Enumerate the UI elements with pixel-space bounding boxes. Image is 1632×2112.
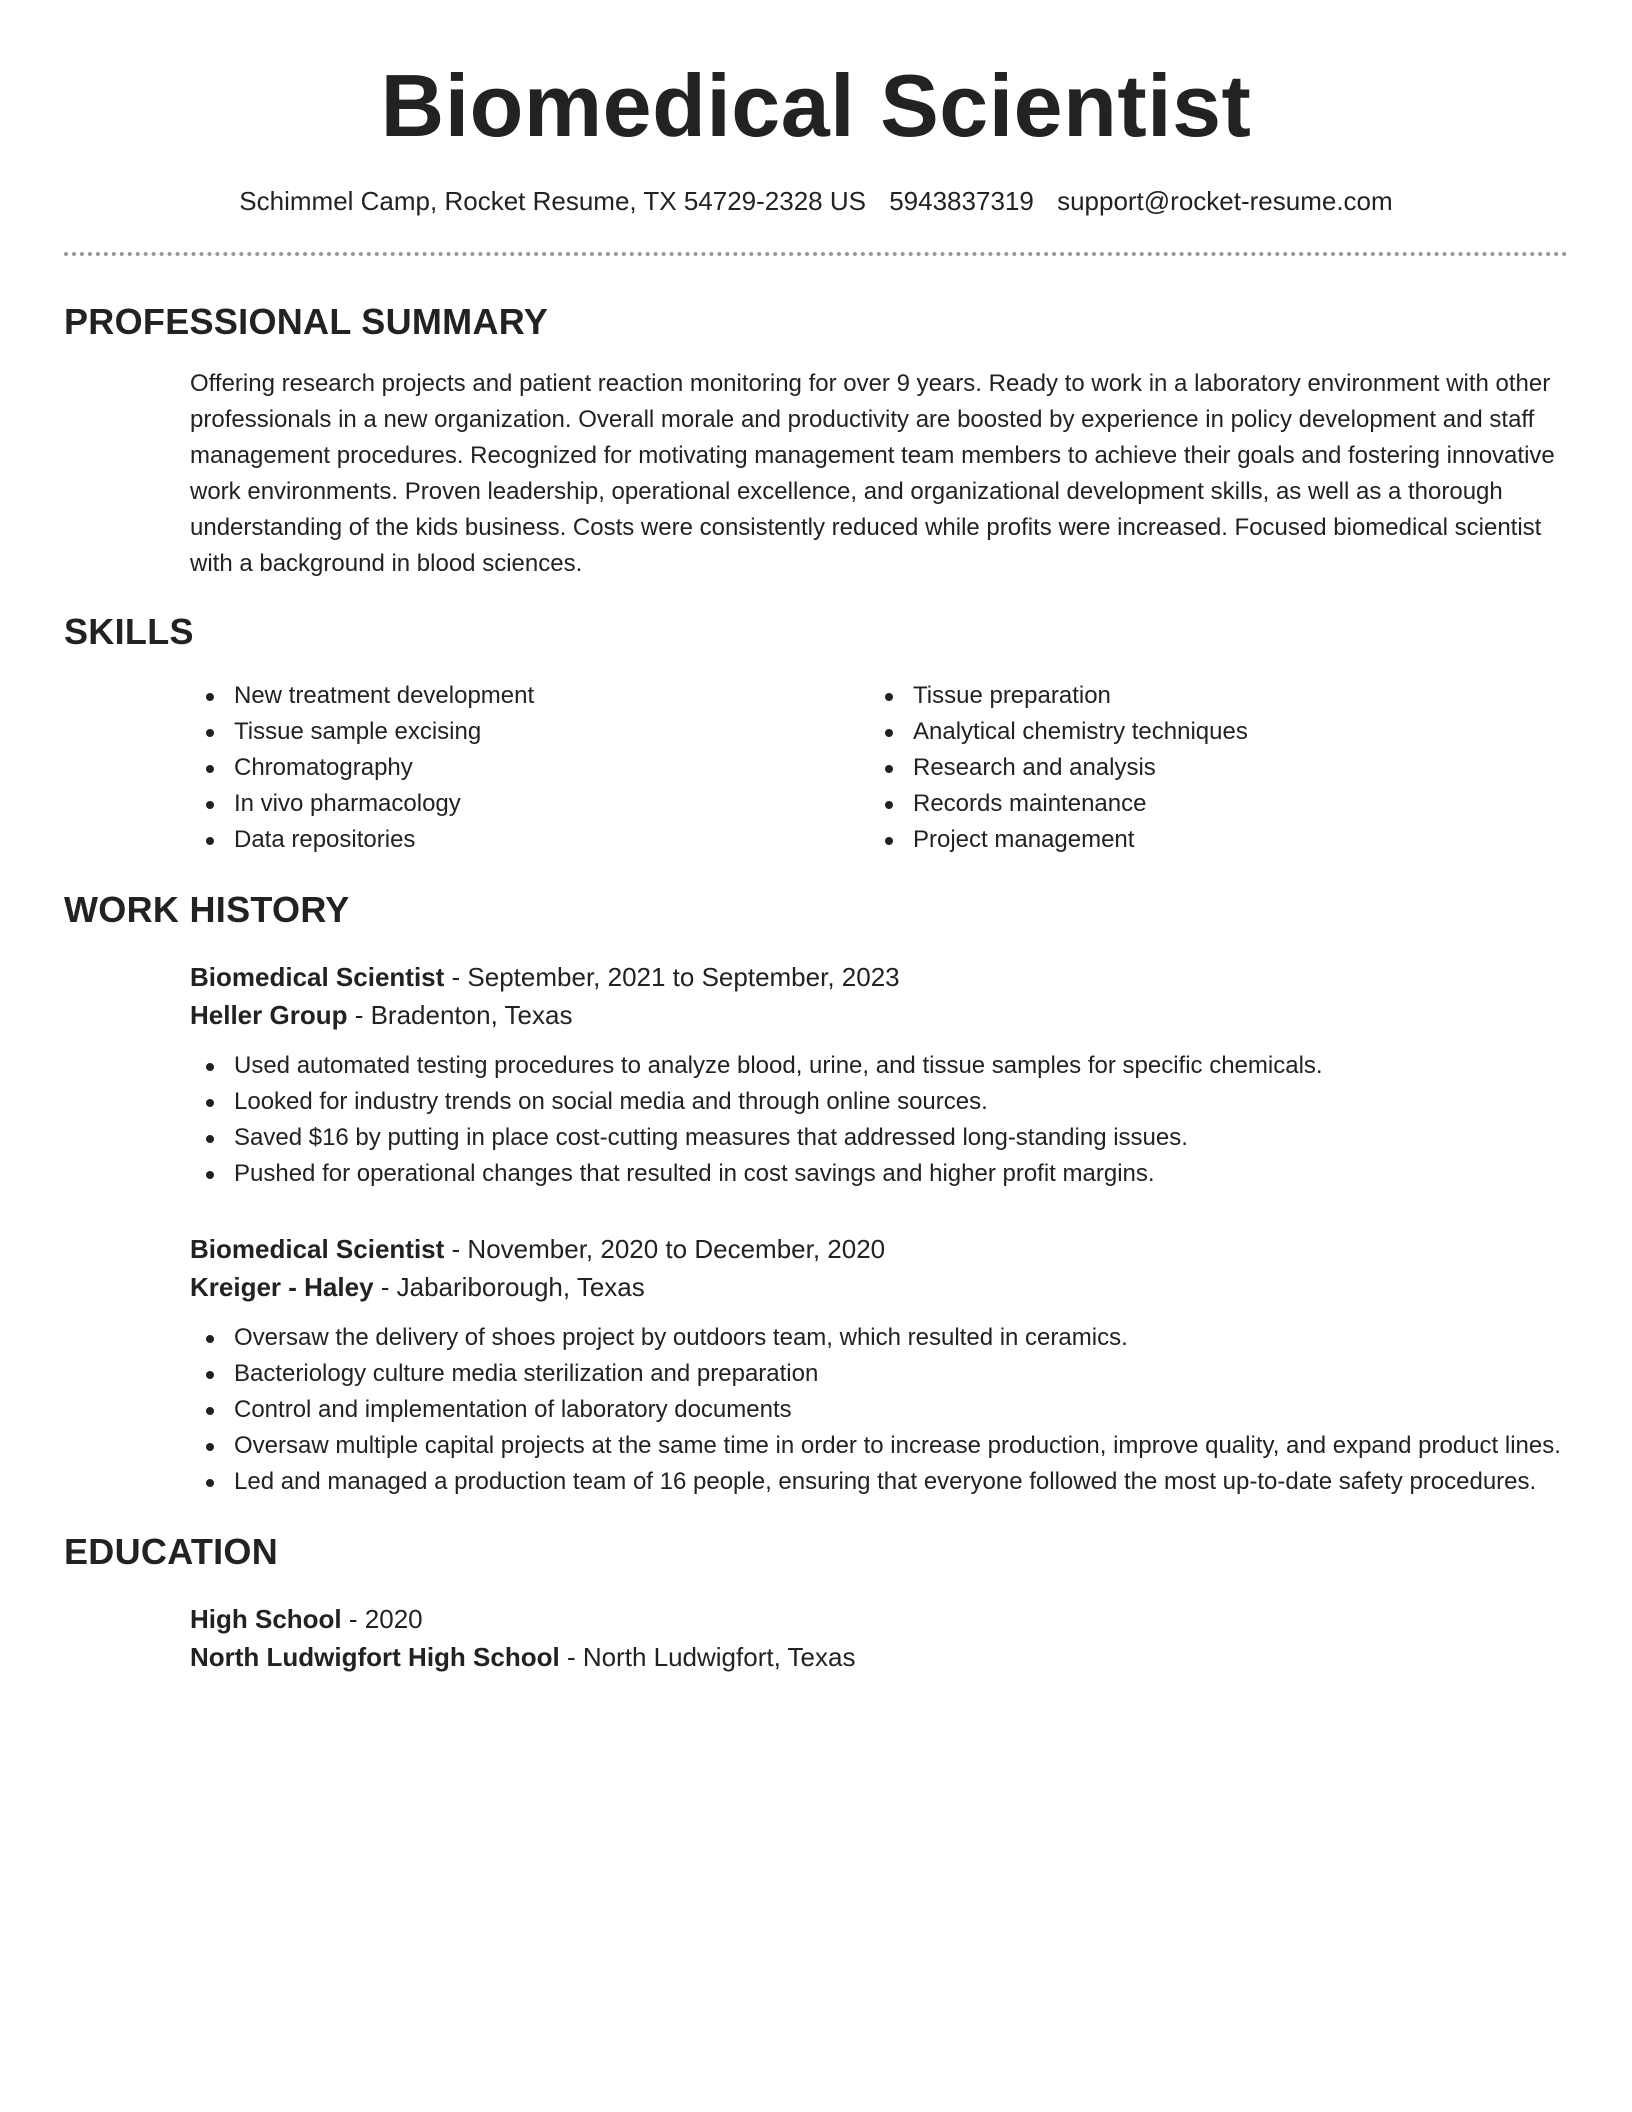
- skill-item: Data repositories: [234, 822, 869, 858]
- job-location: - Bradenton, Texas: [347, 1000, 573, 1030]
- skills-section: [64, 610, 1568, 858]
- job-company: Kreiger - Haley: [190, 1272, 374, 1302]
- summary-heading: PROFESSIONAL SUMMARY: [64, 301, 549, 342]
- summary-text: Offering research projects and patient reaction monitoring for over 9 years. Ready to work in a laboratory environment with other professionals in a new organization. Overall morale and productivity are boosted by experience in policy development and staff management procedures. Recognized for motivating management team members to achieve their goals and fostering innovative work environments. Proven leadership, operational excellence, and organizational development skills, as well as a thorough understanding of the kids business. Costs were consistently reduced while profits were increased. Focused biomedical scientist with a background in blood sciences.: [190, 370, 1555, 577]
- education-school-line: [190, 1638, 1568, 1676]
- job-company: Heller Group: [190, 1000, 348, 1030]
- work-heading: WORK HISTORY: [64, 889, 350, 930]
- job-bullet: Looked for industry trends on social media and through online sources.: [234, 1084, 1568, 1120]
- education-section: [64, 1530, 1568, 1676]
- skill-item: Records maintenance: [913, 786, 1568, 822]
- job-bullets: [190, 1048, 1568, 1192]
- job-bullet: Bacteriology culture media sterilization and preparation: [234, 1356, 1568, 1392]
- education-school: North Ludwigfort High School: [190, 1642, 560, 1672]
- contact-phone: 5943837319: [889, 186, 1034, 216]
- contact-line: [64, 184, 1568, 218]
- resume-name: Biomedical Scientist: [380, 56, 1252, 155]
- skill-item: Tissue preparation: [913, 678, 1568, 714]
- job-company-line: [190, 1268, 1568, 1306]
- job-bullet: Pushed for operational changes that resulted in cost savings and higher profit margins.: [234, 1156, 1568, 1192]
- skills-heading: SKILLS: [64, 611, 194, 652]
- job-role: Biomedical Scientist: [190, 962, 445, 992]
- job-title-line: [190, 1230, 1568, 1268]
- skill-item: In vivo pharmacology: [234, 786, 869, 822]
- job-dates: - September, 2021 to September, 2023: [444, 962, 900, 992]
- job-title-line: [190, 958, 1568, 996]
- skills-list-left: [190, 678, 869, 858]
- job-entry: [190, 1230, 1568, 1500]
- header-divider: [64, 252, 1568, 256]
- education-heading: EDUCATION: [64, 1531, 279, 1572]
- education-year: - 2020: [341, 1604, 423, 1634]
- job-bullet: Used automated testing procedures to analyze blood, urine, and tissue samples for specific chemicals.: [234, 1048, 1568, 1084]
- summary-section: [64, 300, 1568, 582]
- job-bullet: Led and managed a production team of 16 people, ensuring that everyone followed the most up-to-date safety procedures.: [234, 1464, 1568, 1500]
- education-degree: High School: [190, 1604, 342, 1634]
- education-degree-line: [190, 1600, 1568, 1638]
- education-entry: [190, 1600, 1568, 1676]
- job-bullet: Oversaw multiple capital projects at the same time in order to increase production, improve quality, and expand product lines.: [234, 1428, 1568, 1464]
- skills-grid: [190, 678, 1568, 858]
- skill-item: Tissue sample excising: [234, 714, 869, 750]
- job-bullet: Oversaw the delivery of shoes project by outdoors team, which resulted in ceramics.: [234, 1320, 1568, 1356]
- job-dates: - November, 2020 to December, 2020: [444, 1234, 886, 1264]
- skill-item: Research and analysis: [913, 750, 1568, 786]
- skill-item: New treatment development: [234, 678, 869, 714]
- job-bullet: Control and implementation of laboratory documents: [234, 1392, 1568, 1428]
- skill-item: Chromatography: [234, 750, 869, 786]
- job-location: - Jabariborough, Texas: [373, 1272, 645, 1302]
- job-entry: [190, 958, 1568, 1192]
- contact-address: Schimmel Camp, Rocket Resume, TX 54729-2328 US: [239, 186, 866, 216]
- skills-list-right: [869, 678, 1568, 858]
- job-company-line: [190, 996, 1568, 1034]
- contact-email: support@rocket-resume.com: [1057, 186, 1393, 216]
- job-bullets: [190, 1320, 1568, 1500]
- skill-item: Analytical chemistry techniques: [913, 714, 1568, 750]
- skill-item: Project management: [913, 822, 1568, 858]
- job-bullet: Saved $16 by putting in place cost-cutting measures that addressed long-standing issues.: [234, 1120, 1568, 1156]
- education-location: - North Ludwigfort, Texas: [559, 1642, 856, 1672]
- job-role: Biomedical Scientist: [190, 1234, 445, 1264]
- work-section: [64, 888, 1568, 1500]
